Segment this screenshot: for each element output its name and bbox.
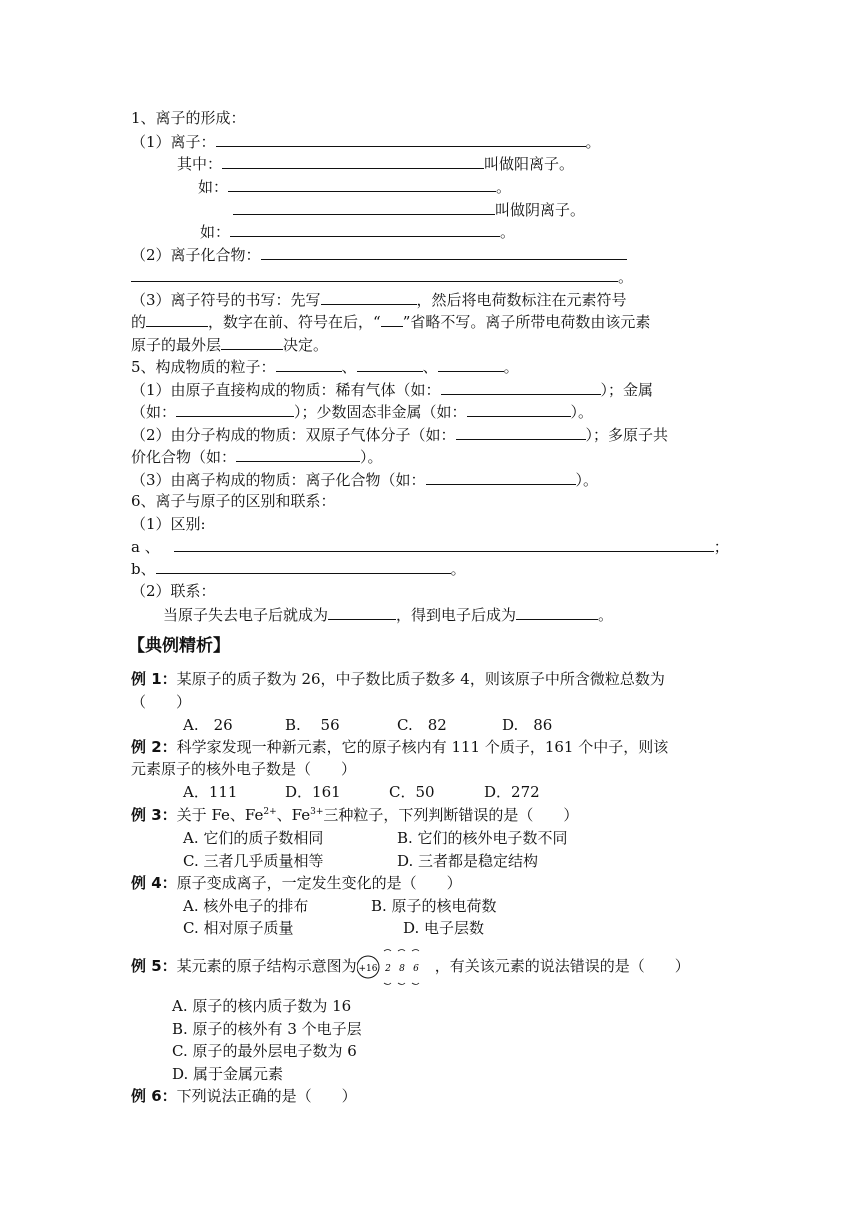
example-1-option-c[interactable]: C. 82 [397,716,447,734]
ion-definition-line: （1）离子： 。 [131,133,601,151]
atom-substances-line-2: （如： ）；少数固态非金属（如： ）。 [131,403,594,421]
example-2-option-d[interactable]: D．272 [484,783,540,801]
example-1-option-b[interactable]: B. 56 [285,716,340,734]
difference-label: （1）区别: [131,515,206,533]
atom-structure-diagram [357,957,435,977]
example-1-paren: （ ） [131,693,192,711]
shell-2-electrons: 8 [398,964,405,974]
blank[interactable] [276,356,342,372]
example-4: 例 4：原子变成离子，一定发生变化的是（ ） [131,874,462,892]
anion-example-line: 如： 。 [200,223,516,241]
ion-symbol-line-2: 的 ，数字在前、符号在后，“ ”省略不写。离子所带电荷数由该元素 [131,313,651,331]
blank[interactable] [467,401,571,417]
ionic-compound-line: （2）离子化合物： [131,244,627,265]
example-4-option-c[interactable]: C. 相对原子质量 [183,919,294,937]
blank[interactable] [228,176,496,192]
example-5-option-c[interactable]: C. 原子的最外层电子数为 6 [172,1042,357,1060]
cation-example-line: 如： 。 [198,178,512,196]
section-5-title: 5、构成物质的粒子： 、 、 。 [131,358,519,376]
blank[interactable] [321,289,417,305]
blank[interactable] [381,311,403,327]
atom-substances-line: （1）由原子直接构成的物质：稀有气体（如： ）；金属 [131,381,654,399]
section-heading: 【典例精析】 [128,636,230,656]
blank[interactable] [516,604,598,620]
example-1-option-a[interactable]: A. 26 [183,716,233,734]
relation-line: 当原子失去电子后就成为 ，得到电子后成为 。 [163,606,614,624]
ion-symbol-line-3: 原子的最外层 决定。 [131,336,329,354]
blank[interactable] [156,558,451,574]
blank[interactable] [441,379,601,395]
blank[interactable] [261,244,627,260]
blank[interactable] [222,153,484,169]
difference-a-line: a 、 ； [131,538,729,556]
example-2-option-c[interactable]: C．50 [389,783,435,801]
blank[interactable] [456,424,586,440]
example-3-option-b[interactable]: B. 它们的核外电子数不同 [397,829,568,847]
shell-1-electrons: 2 [384,964,391,974]
example-5-option-d[interactable]: D. 属于金属元素 [172,1065,284,1083]
relation-label: （2）联系： [131,582,216,600]
section-1-title: 1、离子的形成： [131,109,246,127]
example-4-option-b[interactable]: B. 原子的核电荷数 [371,897,497,915]
difference-b-line: b、 。 [131,560,466,578]
molecule-substances-line: （2）由分子构成的物质：双原子气体分子（如： ）；多原子共 [131,426,669,444]
blank[interactable] [357,356,423,372]
ion-substances-line: （3）由离子构成的物质：离子化合物（如： ）。 [131,471,599,489]
example-3-option-c[interactable]: C. 三者几乎质量相等 [183,852,324,870]
example-5: 例 5：某元素的原子结构示意图为 +16 2 8 6 ，有关该元素的说法错误的是（ ） [131,956,690,977]
ion-symbol-line-1: （3）离子符号的书写：先写 ，然后将电荷数标注在元素符号 [131,291,627,309]
blank[interactable] [328,604,396,620]
blank[interactable] [438,356,504,372]
blank[interactable] [233,199,495,215]
cation-line: 其中： 叫做阳离子。 [177,155,575,173]
example-1: 例 1：某原子的质子数为 26，中子数比质子数多 4，则该原子中所含微粒总数为 [131,670,665,688]
shell-3-electrons: 6 [412,964,419,974]
molecule-substances-line-2: 价化合物（如： ）。 [131,448,383,466]
example-5-option-b[interactable]: B. 原子的核外有 3 个电子层 [172,1020,362,1038]
blank[interactable] [216,131,586,147]
ionic-compound-line-2: 。 [131,266,633,287]
example-1-option-d[interactable]: D. 86 [502,716,553,734]
section-6-title: 6、离子与原子的区别和联系： [131,492,336,510]
blank[interactable] [176,401,294,417]
example-3: 例 3：关于 Fe、$Fe^{2+}$、$Fe^{3+}$三种粒子，下列判断错误的是（ ） [131,806,579,824]
example-4-option-d[interactable]: D. 电子层数 [403,919,485,937]
example-2: 例 2：科学家发现一种新元素，它的原子核内有 111 个质子，161 个中子，则该 [131,738,669,756]
example-3-option-a[interactable]: A. 它们的质子数相同 [183,829,324,847]
blank[interactable] [174,536,714,552]
blank[interactable] [221,334,283,350]
blank[interactable] [230,221,500,237]
nucleus-charge: +16 [358,964,378,974]
blank[interactable] [131,266,618,282]
blank[interactable] [236,446,360,462]
anion-line: 叫做阴离子。 [233,199,585,220]
example-2-option-b[interactable]: D．161 [285,783,341,801]
atom-structure-svg [357,947,437,991]
example-5-option-a[interactable]: A. 原子的核内质子数为 16 [172,997,352,1015]
blank[interactable] [146,311,208,327]
example-2-option-a[interactable]: A．111 [183,783,238,801]
example-6: 例 6：下列说法正确的是（ ） [131,1087,357,1105]
example-4-option-a[interactable]: A. 核外电子的排布 [183,897,309,915]
example-3-option-d[interactable]: D. 三者都是稳定结构 [397,852,539,870]
blank[interactable] [426,469,576,485]
example-2-line-2: 元素原子的核外电子数是（ ） [131,760,357,778]
